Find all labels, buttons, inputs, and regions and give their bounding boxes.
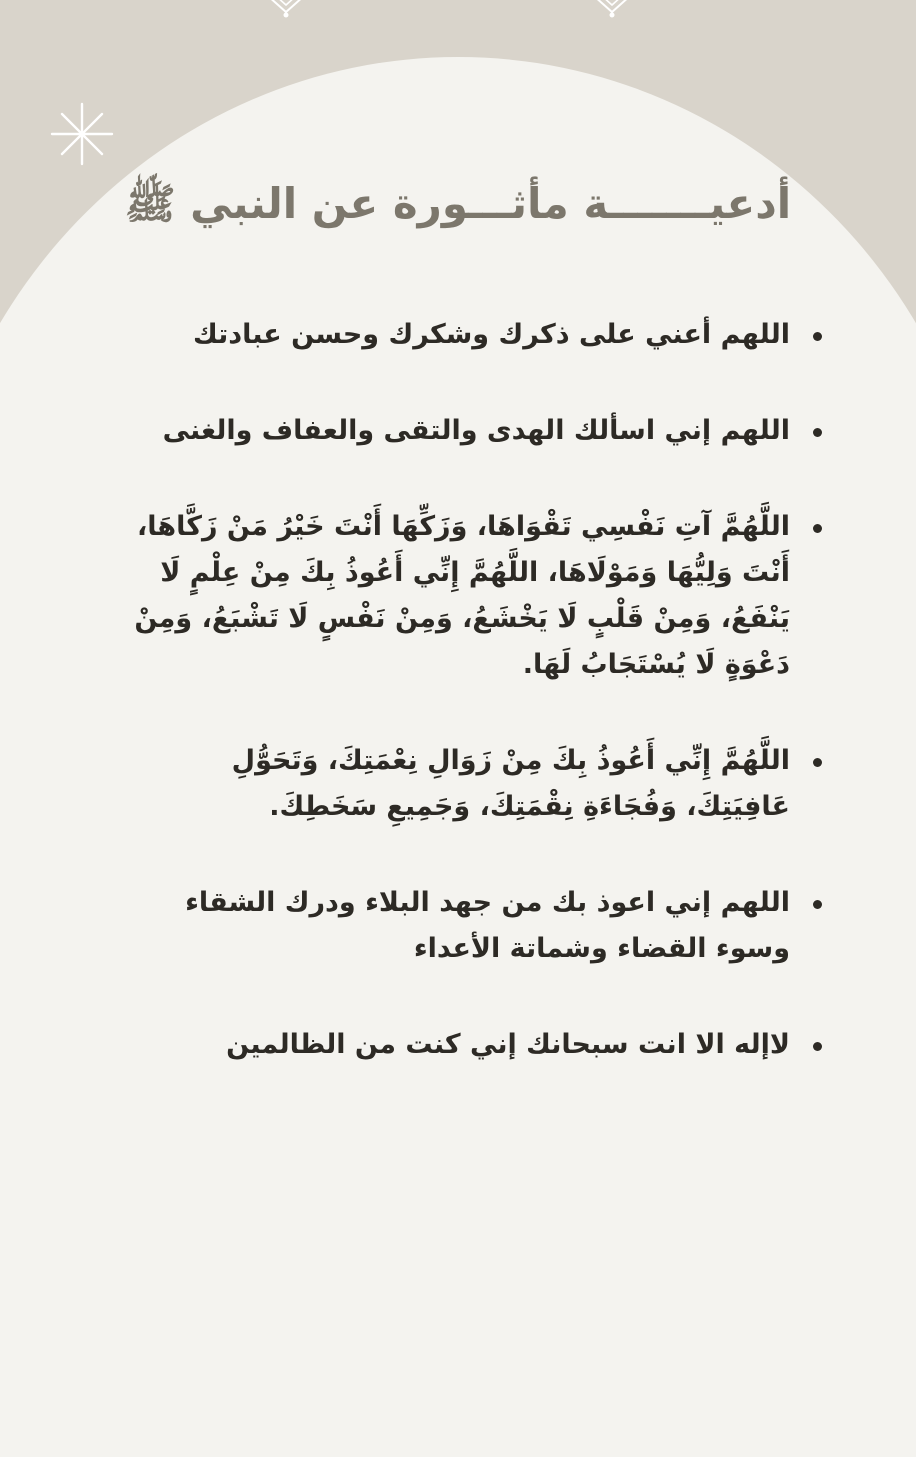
hanging-lantern-icon <box>592 0 632 20</box>
dua-item: اللَّهُمَّ آتِ نَفْسِي تَقْوَاهَا، وَزَكِّهَا أَنْتَ خَيْرُ مَنْ زَكَّاهَا، أَنْتَ وَلِيُّهَا وَمَوْلَاهَا، اللَّهُمَّ إِنِّي أَعُوذُ بِكَ مِنْ عِلْمٍ لَا يَنْفَعُ، وَمِنْ قَلْبٍ لَا يَخْشَعُ، وَمِنْ نَفْسٍ لَا تَشْبَعُ، وَمِنْ دَعْوَةٍ لَا يُسْتَجَابُ لَهَا. <box>130 504 830 688</box>
sparkle-star-icon <box>50 102 114 166</box>
hanging-lantern-icon <box>266 0 306 20</box>
page-title: أدعيـــــــة مأثـــورة عن النبي ﷺ <box>124 179 792 228</box>
dua-item: اللهم إني اسألك الهدى والتقى والعفاف والغنى <box>130 408 830 454</box>
dua-list <box>130 312 830 1068</box>
dua-item: اللهم إني اعوذ بك من جهد البلاء ودرك الشقاء وسوء القضاء وشماتة الأعداء <box>130 880 830 972</box>
dua-item: اللَّهُمَّ إِنِّي أَعُوذُ بِكَ مِنْ زَوَالِ نِعْمَتِكَ، وَتَحَوُّلِ عَافِيَتِكَ، وَفُجَاءَةِ نِقْمَتِكَ، وَجَمِيعِ سَخَطِكَ. <box>130 738 830 830</box>
dua-item: اللهم أعني على ذكرك وشكرك وحسن عبادتك <box>130 312 830 358</box>
dua-item: لاإله الا انت سبحانك إني كنت من الظالمين <box>130 1022 830 1068</box>
